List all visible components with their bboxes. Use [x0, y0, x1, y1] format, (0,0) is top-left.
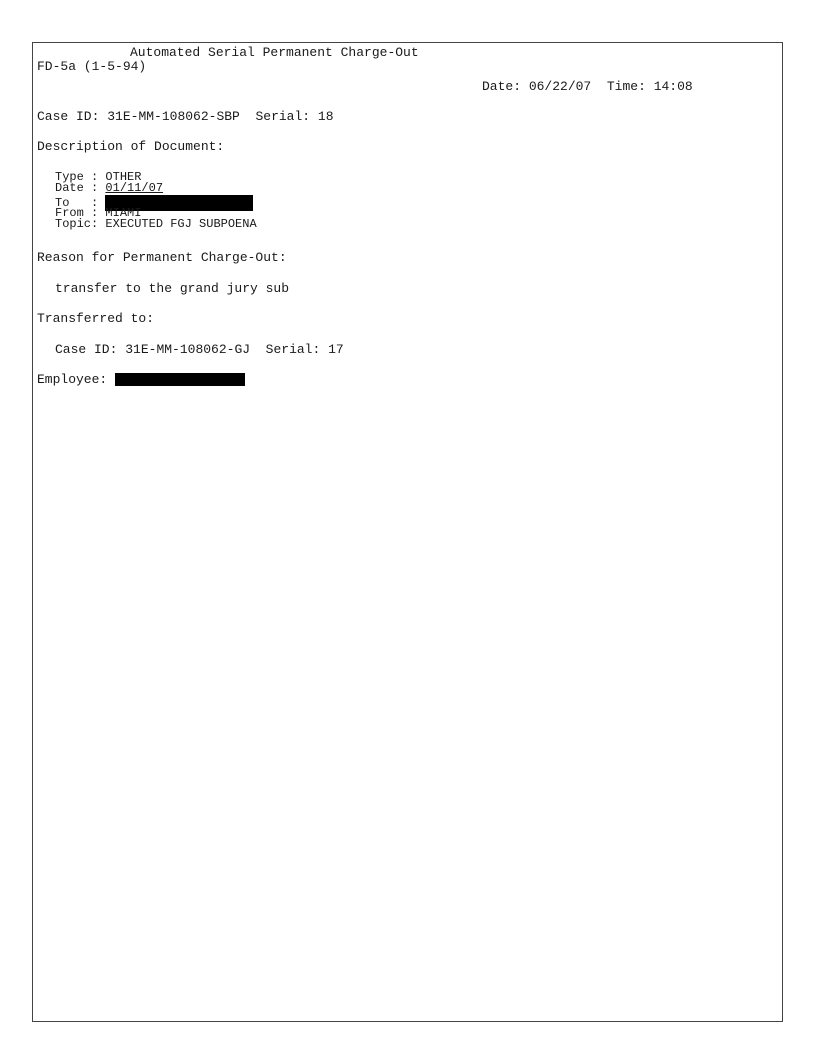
transfer-case-line	[55, 343, 344, 357]
date-line	[55, 183, 163, 194]
print-date-time	[482, 80, 693, 94]
topic-line	[55, 219, 257, 230]
employee-line	[37, 373, 245, 387]
doc-date-label: Date :	[55, 181, 99, 195]
serial-number: 18	[317, 109, 334, 124]
transfer-serial-label: Serial:	[265, 342, 321, 357]
redaction-block-employee	[115, 373, 245, 386]
form-id: FD-5a (1-5-94)	[37, 59, 147, 74]
transfer-serial-number: 17	[328, 342, 344, 357]
transferred-heading: Transferred to:	[37, 311, 155, 326]
to-label: To :	[55, 196, 99, 211]
serial-label: Serial:	[255, 109, 311, 124]
document-page	[32, 42, 783, 1022]
date-label: Date:	[482, 79, 522, 94]
from-value: MIAMI	[105, 206, 142, 220]
reason-heading: Reason for Permanent Charge-Out:	[37, 250, 287, 265]
case-id: 31E-MM-108062-SBP	[107, 109, 240, 124]
document-title: Automated Serial Permanent Charge-Out	[130, 45, 419, 60]
topic-label: Topic:	[55, 217, 99, 231]
time-label: Time:	[606, 79, 646, 94]
topic-value: EXECUTED FGJ SUBPOENA	[105, 217, 257, 231]
from-label: From :	[55, 206, 99, 220]
time-value: 14:08	[653, 79, 693, 94]
doc-date-value: 01/11/07	[105, 181, 164, 195]
transfer-case-label: Case ID:	[55, 342, 118, 357]
date-value: 06/22/07	[528, 79, 592, 94]
type-label: Type :	[55, 170, 99, 184]
reason-text: transfer to the grand jury sub	[55, 281, 290, 296]
case-line	[37, 110, 334, 124]
type-value: OTHER	[105, 170, 142, 184]
employee-label: Employee:	[37, 372, 108, 387]
transfer-case-id: 31E-MM-108062-GJ	[125, 342, 251, 357]
case-id-label: Case ID:	[37, 109, 100, 124]
description-heading: Description of Document:	[37, 139, 225, 154]
